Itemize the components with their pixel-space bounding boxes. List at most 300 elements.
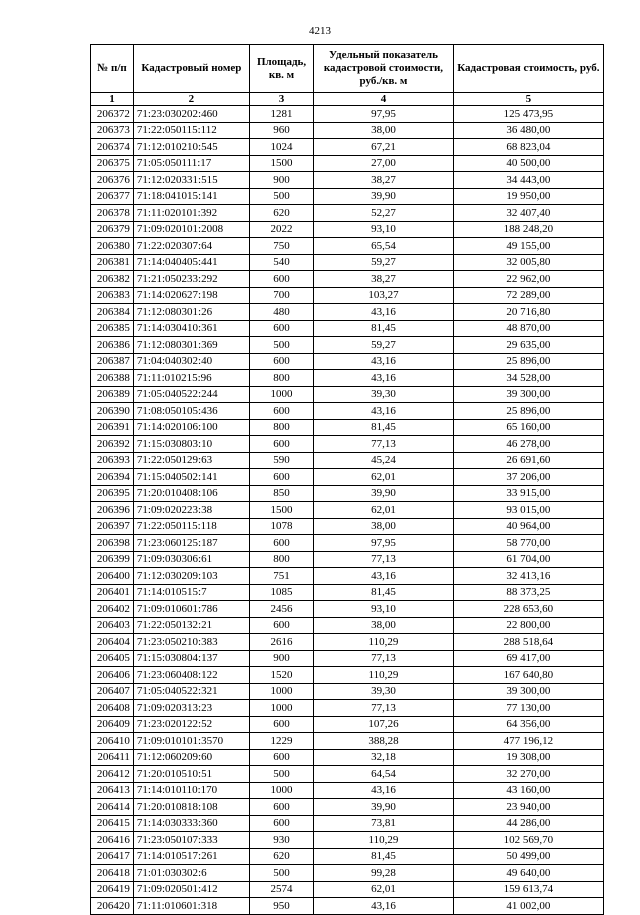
area-cell: 600 — [249, 403, 313, 420]
area-cell: 600 — [249, 271, 313, 288]
row-number-cell: 206386 — [91, 337, 134, 354]
area-cell: 620 — [249, 848, 313, 865]
cadastral-cost-cell: 32 005,80 — [453, 254, 603, 271]
cadastral-number-cell: 71:14:010517:261 — [133, 848, 249, 865]
cadastral-cost-cell: 41 002,00 — [453, 898, 603, 915]
table-row — [91, 370, 604, 387]
row-number-cell: 206405 — [91, 650, 134, 667]
table-row — [91, 205, 604, 222]
cadastral-cost-cell: 228 653,60 — [453, 601, 603, 618]
cadastral-cost-cell: 477 196,12 — [453, 733, 603, 750]
area-cell: 600 — [249, 617, 313, 634]
cadastral-cost-cell: 159 613,74 — [453, 881, 603, 898]
row-number-cell: 206393 — [91, 452, 134, 469]
cadastral-number-cell: 71:14:020627:198 — [133, 287, 249, 304]
table-row — [91, 617, 604, 634]
table-row — [91, 634, 604, 651]
cadastral-number-cell: 71:14:010515:7 — [133, 584, 249, 601]
area-cell: 600 — [249, 815, 313, 832]
cadastral-number-cell: 71:09:020101:2008 — [133, 221, 249, 238]
area-cell: 1000 — [249, 386, 313, 403]
row-number-cell: 206413 — [91, 782, 134, 799]
unit-rate-cell: 38,00 — [314, 617, 454, 634]
cadastral-number-cell: 71:09:010101:3570 — [133, 733, 249, 750]
table-row — [91, 221, 604, 238]
area-cell: 600 — [249, 799, 313, 816]
unit-rate-cell: 93,10 — [314, 221, 454, 238]
cadastral-number-cell: 71:12:060209:60 — [133, 749, 249, 766]
row-number-cell: 206408 — [91, 700, 134, 717]
column-number: 4 — [314, 93, 454, 106]
cadastral-cost-cell: 19 950,00 — [453, 188, 603, 205]
area-cell: 500 — [249, 865, 313, 882]
unit-rate-cell: 99,28 — [314, 865, 454, 882]
table-row — [91, 353, 604, 370]
unit-rate-cell: 43,16 — [314, 304, 454, 321]
table-row — [91, 650, 604, 667]
row-number-cell: 206388 — [91, 370, 134, 387]
area-cell: 800 — [249, 419, 313, 436]
unit-rate-cell: 43,16 — [314, 782, 454, 799]
cadastral-cost-cell: 77 130,00 — [453, 700, 603, 717]
unit-rate-cell: 43,16 — [314, 370, 454, 387]
table-row — [91, 881, 604, 898]
unit-rate-cell: 77,13 — [314, 650, 454, 667]
unit-rate-cell: 39,90 — [314, 799, 454, 816]
table-row — [91, 865, 604, 882]
area-cell: 600 — [249, 353, 313, 370]
table-header — [91, 45, 604, 106]
row-number-cell: 206374 — [91, 139, 134, 156]
cadastral-number-cell: 71:14:030410:361 — [133, 320, 249, 337]
table-row — [91, 848, 604, 865]
cadastral-cost-cell: 68 823,04 — [453, 139, 603, 156]
unit-rate-cell: 388,28 — [314, 733, 454, 750]
header-row — [91, 45, 604, 93]
area-cell: 1078 — [249, 518, 313, 535]
row-number-cell: 206411 — [91, 749, 134, 766]
area-cell: 1500 — [249, 155, 313, 172]
table-row — [91, 436, 604, 453]
cadastral-number-cell: 71:20:010408:106 — [133, 485, 249, 502]
unit-rate-cell: 62,01 — [314, 469, 454, 486]
area-cell: 600 — [249, 716, 313, 733]
area-cell: 1000 — [249, 683, 313, 700]
table-row — [91, 799, 604, 816]
row-number-cell: 206407 — [91, 683, 134, 700]
area-cell: 1085 — [249, 584, 313, 601]
table-row — [91, 518, 604, 535]
table-row — [91, 749, 604, 766]
unit-rate-cell: 81,45 — [314, 848, 454, 865]
cadastral-number-cell: 71:15:030804:137 — [133, 650, 249, 667]
unit-rate-cell: 43,16 — [314, 898, 454, 915]
table-row — [91, 535, 604, 552]
cadastral-cost-cell: 102 569,70 — [453, 832, 603, 849]
cadastral-number-cell: 71:11:020101:392 — [133, 205, 249, 222]
table-row — [91, 172, 604, 189]
cadastral-cost-cell: 20 716,80 — [453, 304, 603, 321]
row-number-cell: 206376 — [91, 172, 134, 189]
unit-rate-cell: 39,90 — [314, 485, 454, 502]
cadastral-number-cell: 71:23:050107:333 — [133, 832, 249, 849]
cadastral-cost-cell: 43 160,00 — [453, 782, 603, 799]
table-row — [91, 782, 604, 799]
area-cell: 500 — [249, 188, 313, 205]
table-row — [91, 403, 604, 420]
cadastral-number-cell: 71:05:040522:244 — [133, 386, 249, 403]
table-row — [91, 683, 604, 700]
row-number-cell: 206391 — [91, 419, 134, 436]
cadastral-number-cell: 71:11:010215:96 — [133, 370, 249, 387]
column-number-row — [91, 93, 604, 106]
row-number-cell: 206384 — [91, 304, 134, 321]
row-number-cell: 206401 — [91, 584, 134, 601]
table-row — [91, 815, 604, 832]
row-number-cell: 206404 — [91, 634, 134, 651]
unit-rate-cell: 43,16 — [314, 353, 454, 370]
area-cell: 500 — [249, 337, 313, 354]
area-cell: 540 — [249, 254, 313, 271]
area-cell: 600 — [249, 535, 313, 552]
cadastral-number-cell: 71:05:040522:321 — [133, 683, 249, 700]
table-row — [91, 106, 604, 123]
row-number-cell: 206398 — [91, 535, 134, 552]
cadastral-number-cell: 71:05:050111:17 — [133, 155, 249, 172]
area-cell: 2616 — [249, 634, 313, 651]
row-number-cell: 206394 — [91, 469, 134, 486]
cadastral-cost-cell: 48 870,00 — [453, 320, 603, 337]
row-number-cell: 206414 — [91, 799, 134, 816]
cadastral-cost-cell: 61 704,00 — [453, 551, 603, 568]
area-cell: 800 — [249, 370, 313, 387]
table-row — [91, 320, 604, 337]
unit-rate-cell: 97,95 — [314, 535, 454, 552]
cadastral-cost-cell: 23 940,00 — [453, 799, 603, 816]
area-cell: 1281 — [249, 106, 313, 123]
column-number: 3 — [249, 93, 313, 106]
area-cell: 600 — [249, 320, 313, 337]
area-cell: 1229 — [249, 733, 313, 750]
table-row — [91, 386, 604, 403]
unit-rate-cell: 39,30 — [314, 683, 454, 700]
area-cell: 480 — [249, 304, 313, 321]
area-cell: 1000 — [249, 700, 313, 717]
cadastral-number-cell: 71:23:020122:52 — [133, 716, 249, 733]
cadastral-cost-cell: 39 300,00 — [453, 386, 603, 403]
cadastral-number-cell: 71:01:030302:6 — [133, 865, 249, 882]
cadastral-cost-cell: 72 289,00 — [453, 287, 603, 304]
table-row — [91, 254, 604, 271]
cadastral-cost-cell: 69 417,00 — [453, 650, 603, 667]
header-unit-rate: Удельный показатель кадастровой стоимости, руб./кв. м — [314, 45, 454, 93]
cadastral-cost-cell: 58 770,00 — [453, 535, 603, 552]
column-number: 1 — [91, 93, 134, 106]
area-cell: 620 — [249, 205, 313, 222]
cadastral-cost-cell: 93 015,00 — [453, 502, 603, 519]
row-number-cell: 206409 — [91, 716, 134, 733]
row-number-cell: 206390 — [91, 403, 134, 420]
cadastral-cost-cell: 32 407,40 — [453, 205, 603, 222]
area-cell: 751 — [249, 568, 313, 585]
unit-rate-cell: 81,45 — [314, 320, 454, 337]
table-body — [91, 106, 604, 915]
row-number-cell: 206383 — [91, 287, 134, 304]
column-number: 2 — [133, 93, 249, 106]
cadastral-cost-cell: 32 413,16 — [453, 568, 603, 585]
table-row — [91, 337, 604, 354]
cadastral-cost-cell: 34 528,00 — [453, 370, 603, 387]
row-number-cell: 206381 — [91, 254, 134, 271]
area-cell: 930 — [249, 832, 313, 849]
area-cell: 600 — [249, 469, 313, 486]
unit-rate-cell: 107,26 — [314, 716, 454, 733]
area-cell: 750 — [249, 238, 313, 255]
table-row — [91, 155, 604, 172]
cadastral-cost-cell: 36 480,00 — [453, 122, 603, 139]
cadastral-cost-cell: 49 155,00 — [453, 238, 603, 255]
cadastral-number-cell: 71:09:010601:786 — [133, 601, 249, 618]
area-cell: 2574 — [249, 881, 313, 898]
cadastral-number-cell: 71:22:050115:112 — [133, 122, 249, 139]
unit-rate-cell: 67,21 — [314, 139, 454, 156]
unit-rate-cell: 38,27 — [314, 172, 454, 189]
cadastral-number-cell: 71:21:050233:292 — [133, 271, 249, 288]
header-num: № п/п — [91, 45, 134, 93]
cadastral-number-cell: 71:12:080301:26 — [133, 304, 249, 321]
cadastral-number-cell: 71:08:050105:436 — [133, 403, 249, 420]
unit-rate-cell: 62,01 — [314, 881, 454, 898]
cadastral-number-cell: 71:09:020313:23 — [133, 700, 249, 717]
area-cell: 900 — [249, 650, 313, 667]
header-cadastral-cost: Кадастровая стоимость, руб. — [453, 45, 603, 93]
unit-rate-cell: 38,00 — [314, 122, 454, 139]
cadastral-number-cell: 71:15:030803:10 — [133, 436, 249, 453]
unit-rate-cell: 45,24 — [314, 452, 454, 469]
cadastral-cost-cell: 125 473,95 — [453, 106, 603, 123]
table-row — [91, 485, 604, 502]
row-number-cell: 206418 — [91, 865, 134, 882]
cadastral-cost-cell: 65 160,00 — [453, 419, 603, 436]
cadastral-cost-cell: 49 640,00 — [453, 865, 603, 882]
cadastral-number-cell: 71:12:030209:103 — [133, 568, 249, 585]
table-row — [91, 832, 604, 849]
cadastral-cost-cell: 44 286,00 — [453, 815, 603, 832]
cadastral-number-cell: 71:22:020307:64 — [133, 238, 249, 255]
unit-rate-cell: 110,29 — [314, 634, 454, 651]
cadastral-number-cell: 71:22:050115:118 — [133, 518, 249, 535]
cadastral-cost-cell: 32 270,00 — [453, 766, 603, 783]
table-row — [91, 304, 604, 321]
unit-rate-cell: 52,27 — [314, 205, 454, 222]
cadastral-cost-cell: 22 962,00 — [453, 271, 603, 288]
table-row — [91, 452, 604, 469]
cadastral-cost-cell: 40 500,00 — [453, 155, 603, 172]
unit-rate-cell: 110,29 — [314, 667, 454, 684]
row-number-cell: 206416 — [91, 832, 134, 849]
cadastral-number-cell: 71:12:020331:515 — [133, 172, 249, 189]
cadastral-cost-cell: 88 373,25 — [453, 584, 603, 601]
cadastral-cost-cell: 288 518,64 — [453, 634, 603, 651]
row-number-cell: 206378 — [91, 205, 134, 222]
row-number-cell: 206385 — [91, 320, 134, 337]
row-number-cell: 206399 — [91, 551, 134, 568]
unit-rate-cell: 65,54 — [314, 238, 454, 255]
row-number-cell: 206412 — [91, 766, 134, 783]
row-number-cell: 206379 — [91, 221, 134, 238]
area-cell: 2456 — [249, 601, 313, 618]
table-row — [91, 667, 604, 684]
table-row — [91, 238, 604, 255]
cadastral-number-cell: 71:20:010818:108 — [133, 799, 249, 816]
row-number-cell: 206406 — [91, 667, 134, 684]
unit-rate-cell: 43,16 — [314, 568, 454, 585]
row-number-cell: 206380 — [91, 238, 134, 255]
unit-rate-cell: 77,13 — [314, 551, 454, 568]
row-number-cell: 206420 — [91, 898, 134, 915]
cadastral-value-table — [90, 44, 604, 915]
cadastral-cost-cell: 39 300,00 — [453, 683, 603, 700]
row-number-cell: 206396 — [91, 502, 134, 519]
unit-rate-cell: 62,01 — [314, 502, 454, 519]
row-number-cell: 206375 — [91, 155, 134, 172]
cadastral-number-cell: 71:09:020223:38 — [133, 502, 249, 519]
area-cell: 900 — [249, 172, 313, 189]
column-number: 5 — [453, 93, 603, 106]
unit-rate-cell: 93,10 — [314, 601, 454, 618]
unit-rate-cell: 59,27 — [314, 254, 454, 271]
area-cell: 600 — [249, 749, 313, 766]
cadastral-number-cell: 71:14:010110:170 — [133, 782, 249, 799]
cadastral-cost-cell: 19 308,00 — [453, 749, 603, 766]
table-row — [91, 766, 604, 783]
cadastral-number-cell: 71:15:040502:141 — [133, 469, 249, 486]
unit-rate-cell: 103,27 — [314, 287, 454, 304]
cadastral-number-cell: 71:23:060125:187 — [133, 535, 249, 552]
area-cell: 960 — [249, 122, 313, 139]
cadastral-cost-cell: 46 278,00 — [453, 436, 603, 453]
table-row — [91, 122, 604, 139]
cadastral-cost-cell: 188 248,20 — [453, 221, 603, 238]
area-cell: 600 — [249, 436, 313, 453]
row-number-cell: 206417 — [91, 848, 134, 865]
cadastral-number-cell: 71:04:040302:40 — [133, 353, 249, 370]
unit-rate-cell: 97,95 — [314, 106, 454, 123]
area-cell: 1500 — [249, 502, 313, 519]
row-number-cell: 206419 — [91, 881, 134, 898]
table-row — [91, 502, 604, 519]
row-number-cell: 206377 — [91, 188, 134, 205]
unit-rate-cell: 59,27 — [314, 337, 454, 354]
table-row — [91, 716, 604, 733]
table-row — [91, 271, 604, 288]
cadastral-cost-cell: 37 206,00 — [453, 469, 603, 486]
cadastral-number-cell: 71:11:010601:318 — [133, 898, 249, 915]
row-number-cell: 206410 — [91, 733, 134, 750]
page-number: 4213 — [309, 25, 331, 37]
table-row — [91, 469, 604, 486]
area-cell: 1000 — [249, 782, 313, 799]
unit-rate-cell: 43,16 — [314, 403, 454, 420]
cadastral-number-cell: 71:23:030202:460 — [133, 106, 249, 123]
area-cell: 2022 — [249, 221, 313, 238]
cadastral-number-cell: 71:09:030306:61 — [133, 551, 249, 568]
unit-rate-cell: 73,81 — [314, 815, 454, 832]
unit-rate-cell: 27,00 — [314, 155, 454, 172]
cadastral-number-cell: 71:09:020501:412 — [133, 881, 249, 898]
cadastral-cost-cell: 25 896,00 — [453, 353, 603, 370]
table-row — [91, 700, 604, 717]
cadastral-cost-cell: 64 356,00 — [453, 716, 603, 733]
area-cell: 850 — [249, 485, 313, 502]
row-number-cell: 206403 — [91, 617, 134, 634]
cadastral-cost-cell: 22 800,00 — [453, 617, 603, 634]
cadastral-number-cell: 71:18:041015:141 — [133, 188, 249, 205]
cadastral-number-cell: 71:22:050132:21 — [133, 617, 249, 634]
unit-rate-cell: 32,18 — [314, 749, 454, 766]
area-cell: 700 — [249, 287, 313, 304]
table-row — [91, 584, 604, 601]
row-number-cell: 206395 — [91, 485, 134, 502]
unit-rate-cell: 77,13 — [314, 700, 454, 717]
unit-rate-cell: 38,27 — [314, 271, 454, 288]
unit-rate-cell: 81,45 — [314, 419, 454, 436]
unit-rate-cell: 39,30 — [314, 386, 454, 403]
cadastral-cost-cell: 33 915,00 — [453, 485, 603, 502]
cadastral-number-cell: 71:12:080301:369 — [133, 337, 249, 354]
row-number-cell: 206392 — [91, 436, 134, 453]
header-cadastral-number: Кадастровый номер — [133, 45, 249, 93]
cadastral-number-cell: 71:14:020106:100 — [133, 419, 249, 436]
unit-rate-cell: 77,13 — [314, 436, 454, 453]
cadastral-number-cell: 71:12:010210:545 — [133, 139, 249, 156]
cadastral-cost-cell: 34 443,00 — [453, 172, 603, 189]
unit-rate-cell: 81,45 — [314, 584, 454, 601]
area-cell: 500 — [249, 766, 313, 783]
cadastral-cost-cell: 26 691,60 — [453, 452, 603, 469]
table-row — [91, 419, 604, 436]
row-number-cell: 206402 — [91, 601, 134, 618]
table-row — [91, 898, 604, 915]
unit-rate-cell: 38,00 — [314, 518, 454, 535]
cadastral-cost-cell: 167 640,80 — [453, 667, 603, 684]
cadastral-cost-cell: 40 964,00 — [453, 518, 603, 535]
area-cell: 950 — [249, 898, 313, 915]
cadastral-cost-cell: 50 499,00 — [453, 848, 603, 865]
area-cell: 1520 — [249, 667, 313, 684]
table-row — [91, 287, 604, 304]
cadastral-number-cell: 71:14:040405:441 — [133, 254, 249, 271]
cadastral-number-cell: 71:23:050210:383 — [133, 634, 249, 651]
cadastral-number-cell: 71:14:030333:360 — [133, 815, 249, 832]
unit-rate-cell: 110,29 — [314, 832, 454, 849]
row-number-cell: 206389 — [91, 386, 134, 403]
row-number-cell: 206373 — [91, 122, 134, 139]
row-number-cell: 206372 — [91, 106, 134, 123]
row-number-cell: 206387 — [91, 353, 134, 370]
row-number-cell: 206400 — [91, 568, 134, 585]
table-row — [91, 568, 604, 585]
table-row — [91, 188, 604, 205]
header-area: Площадь, кв. м — [249, 45, 313, 93]
row-number-cell: 206382 — [91, 271, 134, 288]
area-cell: 1024 — [249, 139, 313, 156]
cadastral-number-cell: 71:23:060408:122 — [133, 667, 249, 684]
table-row — [91, 139, 604, 156]
cadastral-number-cell: 71:20:010510:51 — [133, 766, 249, 783]
cadastral-cost-cell: 25 896,00 — [453, 403, 603, 420]
unit-rate-cell: 39,90 — [314, 188, 454, 205]
